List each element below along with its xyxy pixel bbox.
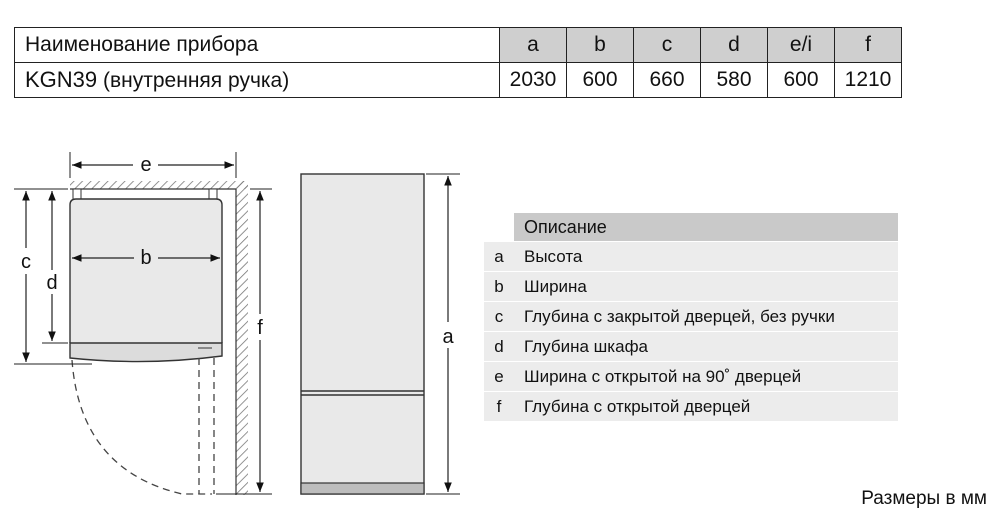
legend-key-c: c [494,307,504,326]
spec-value-c: 660 [634,63,701,98]
spec-header-col-a: a [500,28,567,63]
front-view [301,174,460,494]
spec-model-note: (внутренняя ручка) [103,69,290,92]
dim-b-label: b [140,247,152,269]
legend-row [484,241,898,271]
legend-desc-e: Ширина с открытой на 90˚ дверцей [524,367,802,386]
spec-header-col-b: b [567,28,634,63]
legend-desc-d: Глубина шкафа [524,337,649,356]
dim-a-label: a [442,326,454,348]
legend-header-title: Описание [514,213,898,241]
spec-header-col-d: d [701,28,768,63]
legend-row [484,301,898,331]
legend-key-b: b [494,277,504,296]
units-note: Размеры в мм [861,488,987,509]
legend-desc-a: Высота [524,247,583,266]
fridge-body [301,174,424,494]
door-swing-arc [72,360,212,494]
spec-value-d: 580 [701,63,768,98]
legend-header-key [484,213,514,241]
legend-desc-b: Ширина [524,277,587,296]
spec-value-a: 2030 [500,63,567,98]
dim-c-label: c [21,251,31,273]
spec-header-col-f: f [835,28,902,63]
legend-key-a: a [494,247,504,266]
spec-model-name: KGN39 [25,67,98,92]
dim-f-label: f [257,317,263,339]
legend-row [484,361,898,391]
legend-header [484,213,898,241]
spec-value-e-i: 600 [768,63,835,98]
legend-row [484,331,898,361]
legend-key-e: e [494,367,504,386]
spec-header-col-c: c [634,28,701,63]
legend-table [484,213,898,421]
wall-hatch-top [70,181,248,189]
spec-header-name: Наименование прибора [15,28,500,63]
cabinet-outline [70,199,222,343]
legend-row [484,391,898,421]
fridge-plinth [301,483,424,494]
top-view [14,152,272,495]
legend-key-d: d [494,337,504,356]
legend-desc-f: Глубина с открытой дверцей [524,397,751,416]
dim-d-label: d [46,272,58,294]
spacer-left [73,189,81,199]
spec-value-b: 600 [567,63,634,98]
wall-hatch-right [236,181,248,495]
legend-row [484,271,898,301]
spec-value-f: 1210 [835,63,902,98]
legend-key-f: f [496,397,502,416]
dim-e-label: e [140,154,152,176]
spacer-right [209,189,217,199]
spec-header-col-e-i: e/i [768,28,835,63]
legend-desc-c: Глубина с закрытой дверцей, без ручки [524,307,835,326]
